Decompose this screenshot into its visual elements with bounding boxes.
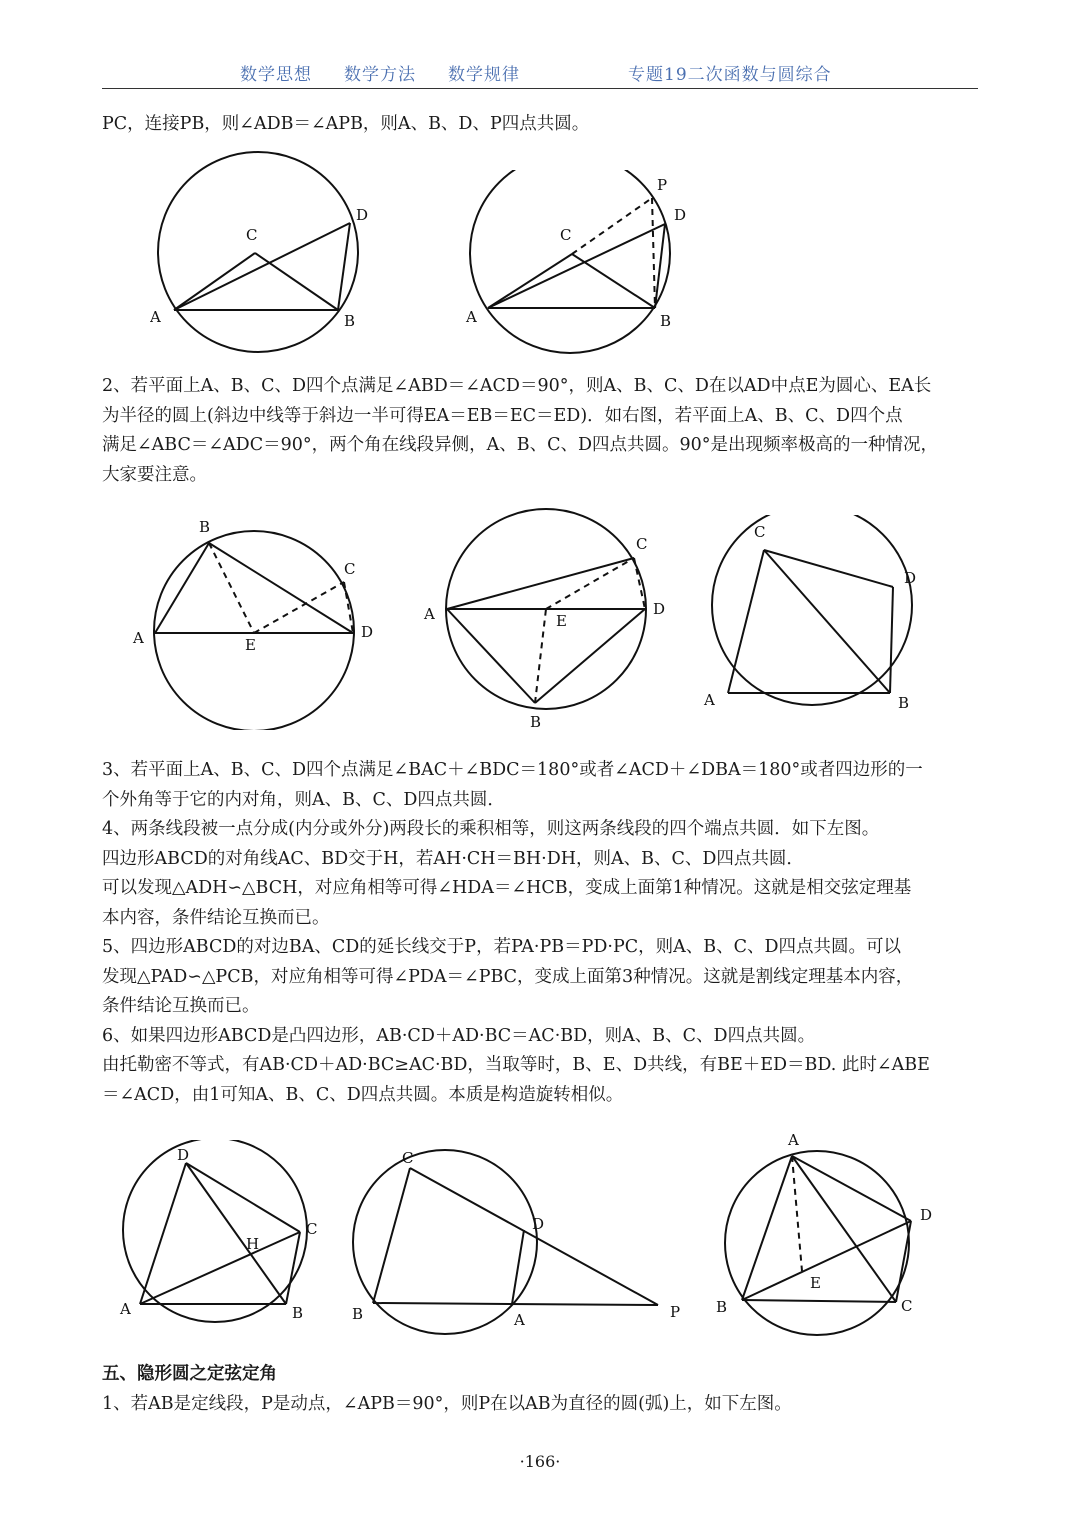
f4-line-EC [546, 558, 634, 609]
f3-circle [154, 531, 354, 730]
s2-line: 为半径的圆上(斜边中线等于斜边一半可得EA＝EB＝EC＝ED)．如右图，若平面上A、B、C、D四个点 [102, 405, 903, 426]
f5-label-C: C [754, 523, 766, 541]
body-line: 可以发现△ADH∽△BCH，对应角相等可得∠HDA＝∠HCB，变成上面第1种情况。这就是相交弦定理基 [102, 878, 912, 898]
f8-line-AC [792, 1156, 896, 1302]
f6-label-C: C [306, 1220, 318, 1238]
body-line: 本内容，条件结论互换而已。 [102, 907, 330, 928]
body-line: 个外角等于它的内对角，则A、B、C、D四点共圆． [102, 789, 505, 810]
f1-label-D: D [356, 206, 369, 224]
f3-line-EC [254, 582, 344, 633]
f5-label-D: D [904, 569, 917, 587]
f6-label-D: D [177, 1146, 190, 1164]
f4-line-BE [535, 609, 546, 703]
f7-label-B: B [352, 1305, 364, 1323]
f7-line-BC [373, 1168, 410, 1303]
f8-line-AE [792, 1156, 802, 1271]
figure-8 [700, 1128, 950, 1350]
f5-line-DB [890, 587, 893, 693]
f7-label-A: A [514, 1311, 525, 1329]
f6-label-A: A [120, 1300, 131, 1318]
f2-circle [470, 170, 670, 353]
f5-label-A: A [704, 691, 715, 709]
header-item-thought: 数学思想 [240, 65, 312, 85]
s2-line: 2、若平面上A、B、C、D四个点满足∠ABD＝∠ACD＝90°，则A、B、C、D在以AD中点E为圆心、EA长 [102, 376, 932, 396]
f8-line-DC [896, 1221, 911, 1302]
body-line: 5、四边形ABCD的对边BA、CD的延长线交于P，若PA·PB＝PD·PC，则A、B、C、D四点共圆。可以 [102, 937, 902, 957]
f5-label-B: B [898, 694, 910, 712]
figure-1 [150, 150, 380, 360]
f5-line-CB [764, 550, 890, 693]
body-line: 发现△PAD∽△PCB，对应角相等可得∠PDA＝∠PBC，变成上面第3种情况。这就是割线定理基本内容， [102, 966, 914, 987]
f2-line-CP [572, 198, 652, 254]
body-line: 4、两条线段被一点分成(内分或外分)两段长的乘积相等，则这两条线段的四个端点共圆．如下左图。 [102, 819, 880, 839]
f6-line-DC [186, 1163, 300, 1232]
f8-circle [725, 1151, 909, 1335]
f6-line-AD [140, 1163, 186, 1304]
section-5-line: 1、若AB是定线段，P是动点，∠APB＝90°，则P在以AB为直径的圆(弧)上，如下左图。 [102, 1393, 792, 1414]
f3-label-B: B [199, 518, 211, 536]
sections-3-to-6 [102, 756, 980, 1110]
f7-line-BP [373, 1303, 658, 1305]
f6-line-AC [140, 1232, 300, 1304]
intro-paragraph [102, 110, 980, 140]
f4-label-C: C [636, 535, 648, 553]
f1-label-C: C [246, 226, 258, 244]
f2-line-PB [652, 198, 655, 308]
f8-line-AB [742, 1156, 792, 1300]
f1-line-CB [255, 253, 338, 310]
f6-line-DB [186, 1163, 286, 1304]
body-line: 3、若平面上A、B、C、D四个点满足∠BAC＋∠BDC＝180°或者∠ACD＋∠DBA＝180°或者四边形的一 [102, 760, 923, 780]
f1-line-AC [174, 253, 255, 310]
body-line: 6、如果四边形ABCD是凸四边形，AB·CD＋AD·BC＝AC·BD，则A、B、C、D四点共圆。 [102, 1025, 816, 1046]
f7-line-CP [410, 1168, 658, 1305]
f2-label-P: P [657, 176, 668, 194]
f2-label-C: C [560, 226, 572, 244]
f2-line-AD [488, 224, 665, 308]
body-line: ＝∠ACD，由1可知A、B、C、D四点共圆。本质是构造旋转相似。 [102, 1084, 624, 1105]
body-line: 条件结论互换而已。 [102, 996, 260, 1016]
f8-line-AD [792, 1156, 911, 1221]
figure-5 [700, 515, 930, 715]
f5-line-CD [764, 550, 893, 587]
f4-label-B: B [530, 713, 542, 731]
f7-label-P: P [670, 1303, 681, 1321]
f4-line-AC [447, 558, 634, 609]
f2-line-CB [572, 254, 655, 308]
f4-line-AB [447, 609, 535, 703]
f5-circle [712, 515, 912, 705]
f4-line-BD [535, 609, 645, 703]
f2-label-A: A [466, 308, 477, 326]
figure-7 [340, 1145, 700, 1350]
intro-line: PC，连接PB，则∠ADB＝∠APB，则A、B、D、P四点共圆。 [102, 114, 590, 134]
f3-label-D: D [361, 623, 374, 641]
figure-3 [125, 510, 385, 730]
f4-label-E: E [556, 612, 567, 630]
s2-line: 大家要注意。 [102, 464, 207, 485]
f1-line-AD [174, 223, 350, 310]
f3-label-C: C [344, 560, 356, 578]
f8-label-D: D [920, 1206, 933, 1224]
f8-label-A: A [788, 1131, 799, 1149]
s2-line: 满足∠ABC＝∠ADC＝90°，两个角在线段异侧，A、B、C、D四点共圆。90°是出现频率极高的一种情况， [102, 435, 939, 455]
page-number: ·166· [519, 1452, 561, 1471]
body-line: 由托勒密不等式，有AB·CD＋AD·BC≥AC·BD，当取等时，B、E、D共线，有BE＋ED＝BD. 此时∠ABE [102, 1055, 930, 1075]
header-topic: 专题19二次函数与圆综合 [628, 65, 832, 85]
f8-label-C: C [901, 1297, 913, 1315]
f1-circle [158, 152, 358, 352]
f2-label-D: D [674, 206, 687, 224]
f7-label-C: C [402, 1149, 414, 1167]
f2-line-AC [488, 254, 572, 308]
f8-label-E: E [810, 1274, 821, 1292]
f1-label-B: B [344, 312, 356, 330]
f4-label-D: D [653, 600, 666, 618]
section-5-heading: 五、隐形圆之定弦定角 [102, 1364, 277, 1384]
f3-label-A: A [133, 629, 144, 647]
page-header [102, 58, 978, 89]
f2-label-B: B [660, 312, 672, 330]
f6-label-B: B [292, 1304, 304, 1322]
figure-2 [460, 170, 700, 360]
f6-label-H: H [246, 1235, 260, 1253]
figure-4 [420, 505, 680, 735]
section-2 [102, 372, 980, 490]
f5-line-AC [728, 550, 764, 693]
header-item-rule: 数学规律 [448, 65, 520, 85]
f8-line-BC [742, 1300, 896, 1302]
figure-6 [110, 1140, 330, 1340]
header-item-method: 数学方法 [344, 65, 416, 85]
f7-label-D: D [532, 1215, 545, 1233]
body-line: 四边形ABCD的对角线AC、BD交于H，若AH·CH＝BH·DH，则A、B、C、D四点共圆． [102, 848, 804, 869]
section-5 [102, 1360, 980, 1419]
f4-label-A: A [424, 605, 435, 623]
f3-label-E: E [245, 636, 256, 654]
f1-label-A: A [150, 308, 161, 326]
f8-label-B: B [716, 1298, 728, 1316]
f7-circle [353, 1150, 537, 1334]
